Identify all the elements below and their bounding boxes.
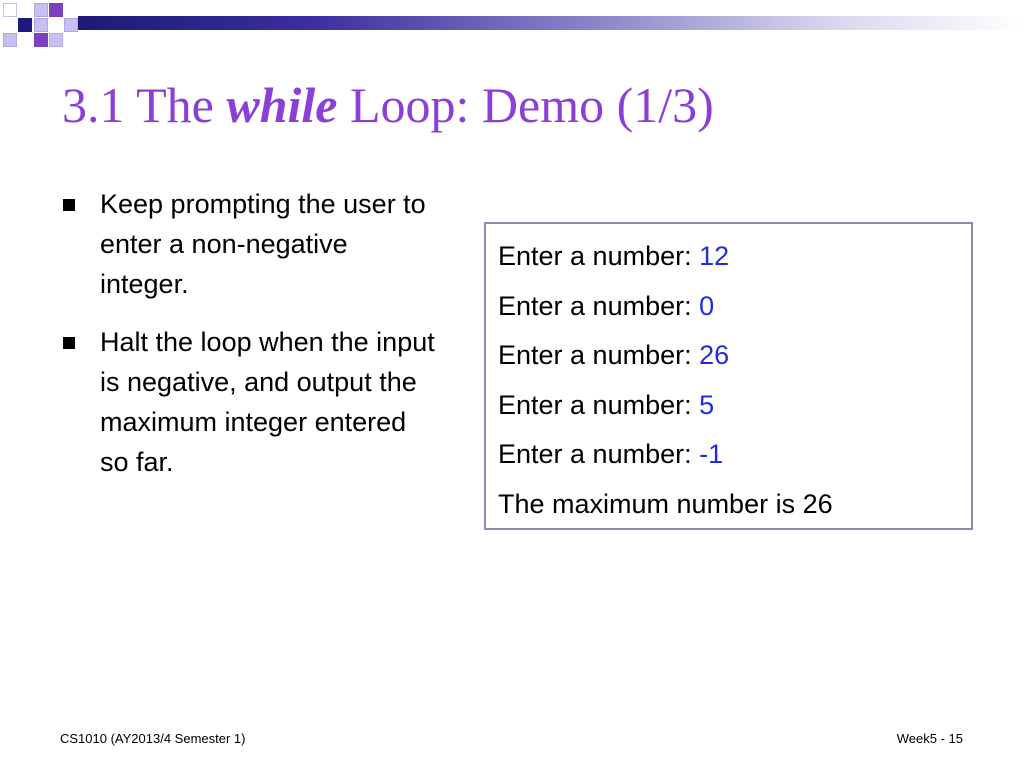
console-prompt: Enter a number: [498, 389, 700, 420]
title-prefix: 3.1 The [62, 77, 227, 133]
bullet-text: Halt the loop when the input is negative, and output the maximum integer entered so far. [100, 327, 435, 477]
console-user-input: 26 [699, 340, 730, 370]
console-user-input: 5 [699, 389, 715, 420]
console-line [498, 232, 959, 282]
console-prompt: Enter a number: [498, 241, 700, 271]
console-line [498, 282, 959, 332]
decoration-square [3, 3, 17, 17]
footer-page-number: Week5 - 15 [896, 731, 963, 746]
console-user-input: -1 [699, 439, 724, 469]
console-user-input: 0 [699, 290, 715, 321]
decoration-square [34, 18, 48, 32]
console-result: The maximum number is 26 [498, 488, 833, 519]
console-output-box [484, 222, 973, 530]
console-line [498, 331, 959, 381]
footer-course-label: CS1010 (AY2013/4 Semester 1) [60, 731, 246, 746]
console-prompt: Enter a number: [498, 439, 700, 469]
console-user-input: 12 [699, 241, 730, 271]
console-prompt: Enter a number: [498, 290, 700, 321]
square-bullet-icon [63, 199, 75, 211]
console-prompt: Enter a number: [498, 340, 700, 370]
bullet-item [60, 322, 440, 482]
decoration-square [3, 33, 17, 47]
title-suffix: Loop: Demo (1/3) [337, 77, 714, 133]
slide-title [62, 78, 714, 133]
bullet-list [60, 184, 440, 500]
decoration-square [49, 33, 63, 47]
square-bullet-icon [63, 337, 75, 349]
console-line [498, 381, 959, 431]
bullet-text: Keep prompting the user to enter a non-negative integer. [100, 189, 426, 299]
decoration-square [34, 3, 48, 17]
decoration-square [64, 18, 78, 32]
decoration-square [49, 3, 63, 17]
console-line [498, 430, 959, 480]
header-gradient-bar [78, 16, 1024, 30]
bullet-item [60, 184, 440, 304]
title-keyword: while [226, 77, 338, 133]
decoration-square [34, 33, 48, 47]
decoration-square [18, 18, 32, 32]
